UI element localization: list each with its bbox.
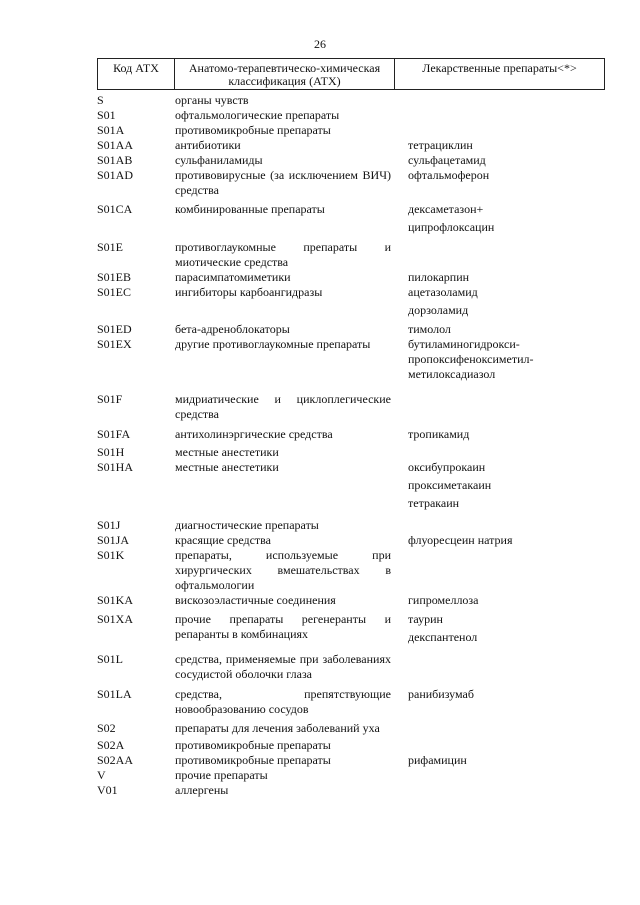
table-row: [97, 427, 607, 442]
drug-name: бутиламиногидрокси-: [408, 337, 520, 351]
atc-classification: противомикробные препараты: [175, 753, 331, 767]
drug-list: [408, 153, 607, 168]
drug-list: [408, 322, 607, 337]
drug-list: [408, 652, 607, 682]
drug-list: [408, 687, 607, 717]
atc-classification: комбинированные препараты: [175, 202, 325, 216]
drug-name: тетрациклин: [408, 138, 473, 152]
drug-list: [408, 123, 607, 138]
atc-code: S01XA: [97, 612, 134, 626]
atc-code: S01AA: [97, 138, 134, 152]
drug-list: [408, 285, 607, 318]
drug-list: [408, 460, 607, 511]
atc-code: S02: [97, 721, 116, 735]
drug-list: [408, 108, 607, 123]
atc-classification: бета-адреноблокаторы: [175, 322, 290, 336]
drug-name: метилоксадиазол: [408, 367, 496, 381]
drug-name: ранибизумаб: [408, 687, 474, 701]
atc-classification: противомикробные препараты: [175, 123, 331, 137]
atc-code: S02A: [97, 738, 125, 752]
table-row: [97, 738, 607, 753]
table-row: [97, 753, 607, 768]
drug-list: [408, 612, 607, 645]
drug-name: пилокарпин: [408, 270, 470, 284]
atc-classification: прочие препараты: [175, 768, 268, 782]
atc-code: V01: [97, 783, 118, 797]
atc-code: S01F: [97, 392, 123, 406]
table-row: [97, 322, 607, 337]
drug-list: [408, 533, 607, 548]
table-row: [97, 138, 607, 153]
atc-classification: прочие препараты регенеранты и репаранты в комбинациях: [175, 612, 391, 641]
atc-code: S01EB: [97, 270, 132, 284]
atc-code: S02AA: [97, 753, 134, 767]
drug-list: [408, 337, 607, 382]
drug-list: [408, 548, 607, 593]
atc-classification: противовирусные (за исключением ВИЧ) средства: [175, 168, 391, 197]
drug-list: [408, 93, 607, 108]
atc-classification: средства, применяемые при заболеваниях сосудистой оболочки глаза: [175, 652, 391, 681]
atc-classification: диагностические препараты: [175, 518, 319, 532]
atc-classification: офтальмологические препараты: [175, 108, 340, 122]
atc-code: S01E: [97, 240, 124, 254]
atc-classification: антихолинэргические средства: [175, 427, 333, 441]
atc-code: S01EC: [97, 285, 132, 299]
atc-code: S01EX: [97, 337, 132, 351]
atc-code: S01LA: [97, 687, 132, 701]
atc-code: S01J: [97, 518, 121, 532]
table-row: [97, 153, 607, 168]
atc-code: S01FA: [97, 427, 131, 441]
table-header: [97, 58, 605, 90]
header-classification: Анатомо-терапевтическо-химическая классификация (АТХ): [175, 59, 395, 89]
atc-classification: органы чувств: [175, 93, 249, 107]
drug-list: [408, 392, 607, 422]
table-row: [97, 168, 607, 198]
table-row: [97, 783, 607, 798]
table-row: [97, 123, 607, 138]
drug-name: декспантенол: [408, 630, 478, 644]
atc-code: S01ED: [97, 322, 132, 336]
atc-classification: препараты, используемые при хирургических вмешательствах в офтальмологии: [175, 548, 391, 592]
atc-code: S01: [97, 108, 116, 122]
header-drugs: Лекарственные препараты<*>: [422, 61, 577, 75]
atc-classification: сульфаниламиды: [175, 153, 263, 167]
drug-list: [408, 240, 607, 270]
table-row: [97, 612, 607, 645]
table-row: [97, 392, 607, 422]
atc-classification: противоглаукомные препараты и миотические средства: [175, 240, 391, 269]
atc-code: V: [97, 768, 106, 782]
drug-list: [408, 753, 607, 768]
table-row: [97, 533, 607, 548]
atc-classification: вискозоэластичные соединения: [175, 593, 336, 607]
atc-code: S01K: [97, 548, 125, 562]
table-row: [97, 593, 607, 608]
drug-name: тетракаин: [408, 496, 460, 510]
drug-name: рифамицин: [408, 753, 467, 767]
drug-list: [408, 738, 607, 753]
drug-name: ацетазоламид: [408, 285, 478, 299]
drug-name: флуоресцеин натрия: [408, 533, 513, 547]
table-row: [97, 337, 607, 382]
atc-code: S01JA: [97, 533, 130, 547]
atc-classification: другие противоглаукомные препараты: [175, 337, 371, 351]
atc-classification: мидриатические и циклоплегические средства: [175, 392, 391, 421]
drug-list: [408, 138, 607, 153]
drug-name: гипромеллоза: [408, 593, 479, 607]
atc-classification: препараты для лечения заболеваний уха: [175, 721, 380, 735]
atc-code: S01AB: [97, 153, 133, 167]
page-number: 26: [314, 37, 326, 51]
drug-list: [408, 768, 607, 783]
drug-list: [408, 427, 607, 442]
atc-classification: парасимпатомиметики: [175, 270, 291, 284]
drug-name: пропоксифеноксиметил-: [408, 352, 534, 366]
header-code: Код АТХ: [98, 59, 175, 89]
drug-list: [408, 202, 607, 235]
table-row: [97, 518, 607, 533]
table-row: [97, 202, 607, 235]
table-row: [97, 721, 607, 736]
atc-code: S01L: [97, 652, 124, 666]
drug-list: [408, 593, 607, 608]
drug-name: дорзоламид: [408, 303, 469, 317]
table-row: [97, 687, 607, 717]
atc-classification: средства, препятствующие новообразованию сосудов: [175, 687, 391, 716]
drug-name: сульфацетамид: [408, 153, 486, 167]
atc-classification: местные анестетики: [175, 460, 279, 474]
drug-name: таурин: [408, 612, 443, 626]
table-row: [97, 240, 607, 270]
table-row: [97, 652, 607, 682]
atc-classification: аллергены: [175, 783, 229, 797]
atc-code: S01AD: [97, 168, 134, 182]
drug-list: [408, 270, 607, 285]
table-row: [97, 460, 607, 511]
table-row: [97, 768, 607, 783]
atc-classification: красящие средства: [175, 533, 271, 547]
atc-code: S: [97, 93, 104, 107]
drug-list: [408, 168, 607, 198]
drug-name: оксибупрокаин: [408, 460, 486, 474]
atc-code: S01H: [97, 445, 125, 459]
drug-name: дексаметазон+: [408, 202, 484, 216]
drug-name: проксиметакаин: [408, 478, 492, 492]
atc-code: S01CA: [97, 202, 133, 216]
table-row: [97, 270, 607, 285]
table-row: [97, 285, 607, 318]
table-row: [97, 93, 607, 108]
atc-code: S01HA: [97, 460, 134, 474]
table-row: [97, 108, 607, 123]
atc-code: S01A: [97, 123, 125, 137]
drug-name: тропикамид: [408, 427, 470, 441]
drug-list: [408, 445, 607, 460]
drug-name: ципрофлоксацин: [408, 220, 495, 234]
drug-list: [408, 518, 607, 533]
atc-classification: ингибиторы карбоангидразы: [175, 285, 323, 299]
drug-list: [408, 721, 607, 736]
drug-name: офтальмоферон: [408, 168, 490, 182]
table-row: [97, 445, 607, 460]
atc-classification: противомикробные препараты: [175, 738, 331, 752]
atc-classification: местные анестетики: [175, 445, 279, 459]
atc-code: S01KA: [97, 593, 134, 607]
drug-name: тимолол: [408, 322, 451, 336]
atc-classification: антибиотики: [175, 138, 241, 152]
table-row: [97, 548, 607, 593]
table-body: [97, 93, 607, 798]
drug-list: [408, 783, 607, 798]
